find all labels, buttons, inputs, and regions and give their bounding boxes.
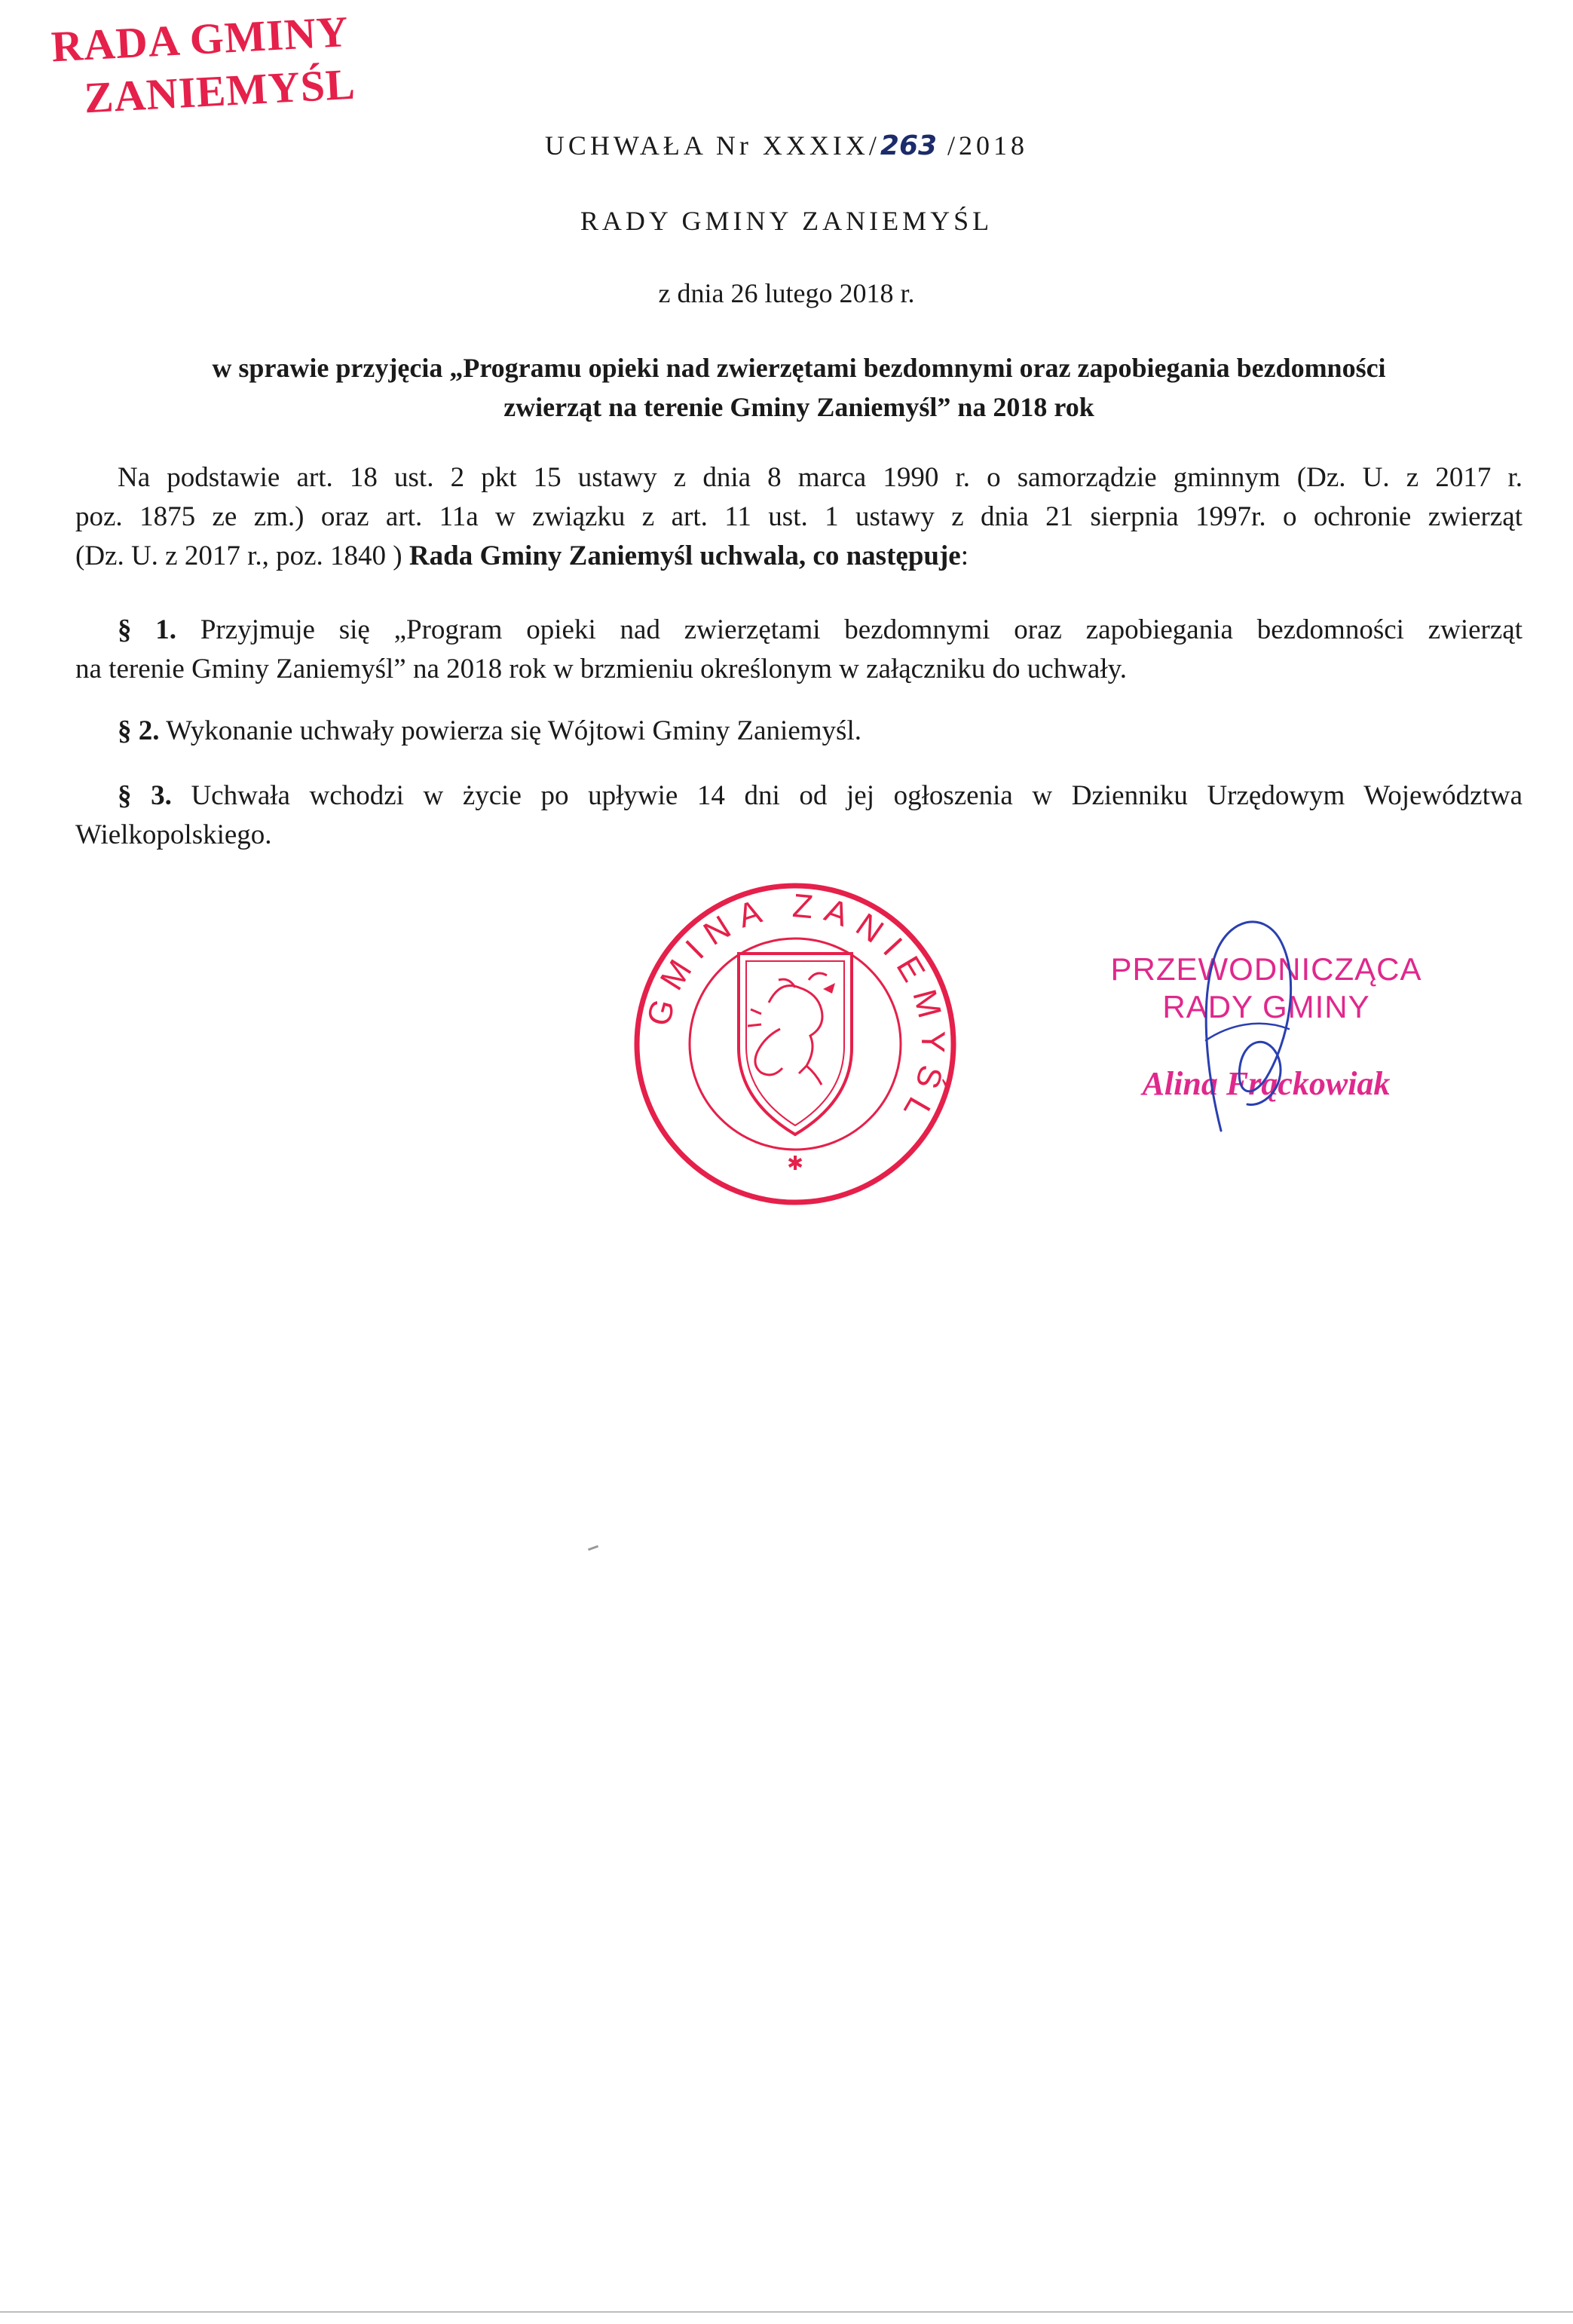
section-3 [75, 776, 1523, 855]
council-stamp [50, 5, 387, 136]
legal-basis-line-3 [75, 537, 1523, 576]
scan-speck [588, 1545, 598, 1551]
section-1-line-2: na terenie Gminy Zaniemyśl” na 2018 rok w brzmieniu określonym w załączniku do uchwały. [75, 654, 1127, 684]
page-bottom-rule [0, 2311, 1573, 2313]
legal-basis-line-3-bold: Rada Gminy Zaniemyśl uchwala, co następuje [409, 540, 961, 571]
section-1 [75, 611, 1523, 689]
section-3-label: § 3. [118, 780, 172, 811]
subject-line-1: w sprawie przyjęcia „Programu opieki nad zwierzętami bezdomnymi oraz zapobiegania bezdomności [212, 353, 1386, 383]
svg-text:✱: ✱ [787, 1153, 803, 1175]
section-2 [75, 712, 1523, 751]
legal-basis-line-3-end: : [960, 540, 969, 571]
section-1-label: § 1. [118, 614, 177, 645]
section-2-text: Wykonanie uchwały powierza się Wójtowi Gminy Zaniemyśl. [159, 715, 861, 746]
legal-basis-line-3-plain: (Dz. U. z 2017 r., poz. 1840 ) [75, 540, 409, 571]
seal-ring-text: GMINA ZANIEMYŚL [640, 886, 952, 1135]
section-2-line [75, 712, 1523, 751]
handwritten-signature-icon [1176, 905, 1311, 1161]
section-2-label: § 2. [118, 715, 160, 746]
section-1-text-1: Przyjmuje się „Program opieki nad zwierzętami bezdomnymi oraz zapobiegania bezdomności zwierząt [176, 614, 1523, 645]
resolution-subject [75, 348, 1523, 427]
resolution-date: z dnia 26 lutego 2018 r. [658, 278, 915, 308]
chairwoman-stamp-line2: RADY GMINY [1162, 989, 1370, 1024]
legal-basis-line-1: Na podstawie art. 18 ust. 2 pkt 15 ustawy z dnia 8 marca 1990 r. o samorządzie gminnym (Dz. U. z 2017 r. [118, 462, 1523, 493]
section-3-line-2: Wielkopolskiego. [75, 819, 272, 850]
section-1-line-1 [75, 611, 1523, 650]
section-3-line-1 [75, 776, 1523, 816]
legal-basis-line-2: poz. 1875 ze zm.) oraz art. 11a w związku z art. 11 ust. 1 ustawy z dnia 21 sierpnia 1997r. o ochronie zwierząt [75, 501, 1523, 532]
municipal-seal-icon [626, 874, 965, 1214]
section-3-text-1: Uchwała wchodzi w życie po upływie 14 dni od jej ogłoszenia w Dzienniku Urzędowym Województwa [171, 780, 1523, 811]
resolution-body: RADY GMINY ZANIEMYŚL [580, 206, 993, 236]
resolution-title-prefix: UCHWAŁA Nr XXXIX/ [544, 130, 880, 161]
council-stamp-line2: ZANIEMYŚL [82, 59, 357, 123]
subject-line-2: zwierząt na terenie Gminy Zaniemyśl” na 2018 rok [503, 392, 1094, 422]
resolution-number: 263 [880, 130, 938, 161]
chairwoman-stamp-line1: PRZEWODNICZĄCA [1110, 951, 1422, 987]
chairwoman-name: Alina Frąckowiak [1142, 1065, 1391, 1102]
resolution-title [0, 130, 1573, 161]
council-stamp-line1: RADA GMINY [50, 6, 350, 72]
resolution-title-suffix: /2018 [937, 130, 1029, 161]
legal-basis-paragraph [75, 458, 1523, 576]
